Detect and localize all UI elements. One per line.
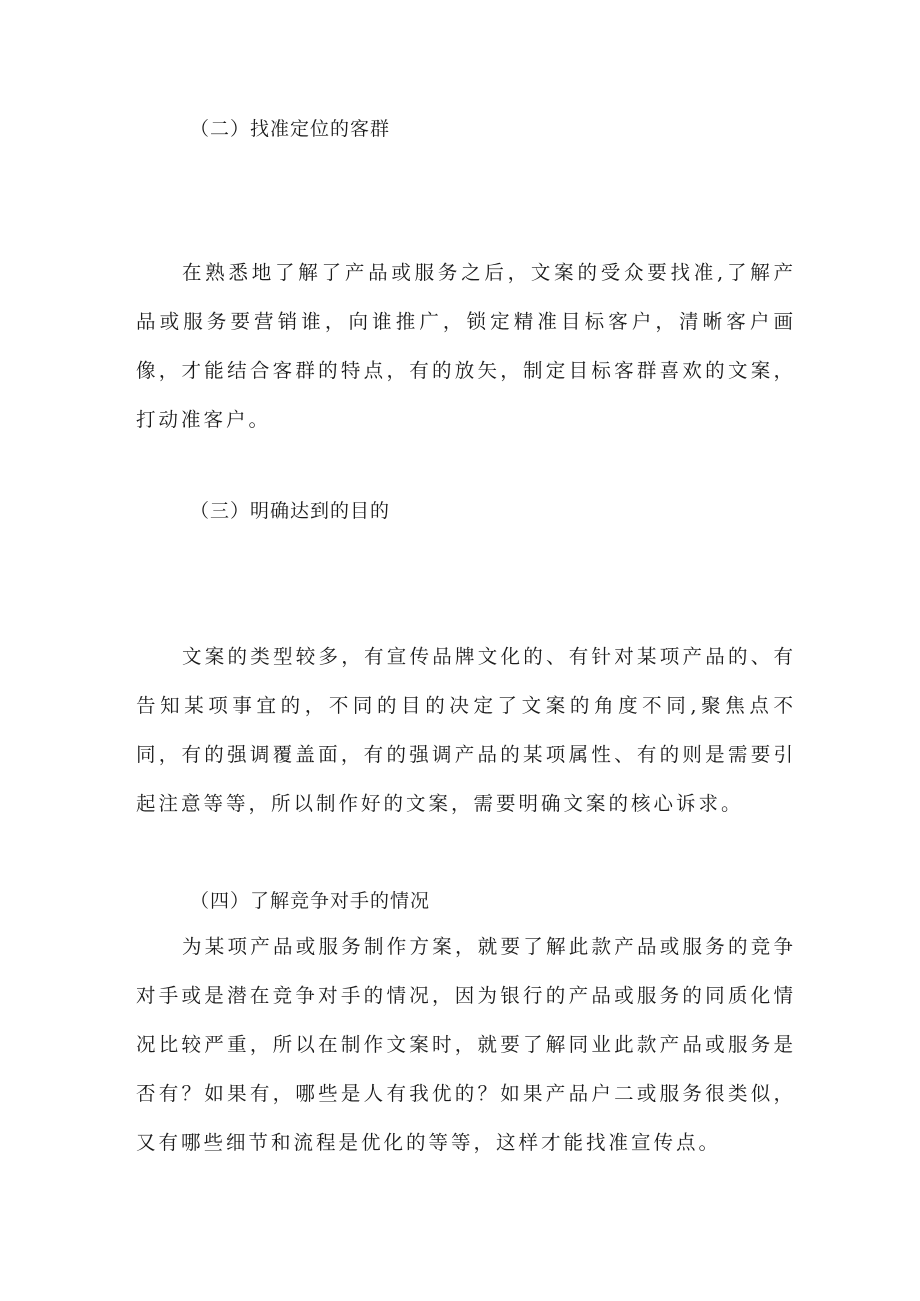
section-paragraph-2: 在熟悉地了解了产品或服务之后，文案的受众要找准,了解产品或服务要营销谁，向谁推广，锁定精准目标客户，清晰客户画像，才能结合客群的特点，有的放矢，制定目标客群喜欢的文案，打动准客户。 <box>136 261 796 431</box>
section-heading-2: （二）找准定位的客群 <box>190 118 391 140</box>
section-heading-4: （四）了解竞争对手的情况 <box>190 890 431 912</box>
section-heading-3: （三）明确达到的目的 <box>190 500 391 522</box>
section-paragraph-3: 文案的类型较多，有宣传品牌文化的、有针对某项产品的、有告知某项事宜的，不同的目的决定了文案的角度不同,聚焦点不同，有的强调覆盖面，有的强调产品的某项属性、有的则是需要引起注意等等，所以制作好的文案，需要明确文案的核心诉求。 <box>136 645 796 815</box>
section-paragraph-4: 为某项产品或服务制作方案，就要了解此款产品或服务的竞争对手或是潜在竞争对手的情况，因为银行的产品或服务的同质化情况比较严重，所以在制作文案时，就要了解同业此款产品或服务是否有？如果有，哪些是人有我优的？如果产品户二或服务很类似，又有哪些细节和流程是优化的等等，这样才能找准宣传点。 <box>136 935 796 1154</box>
